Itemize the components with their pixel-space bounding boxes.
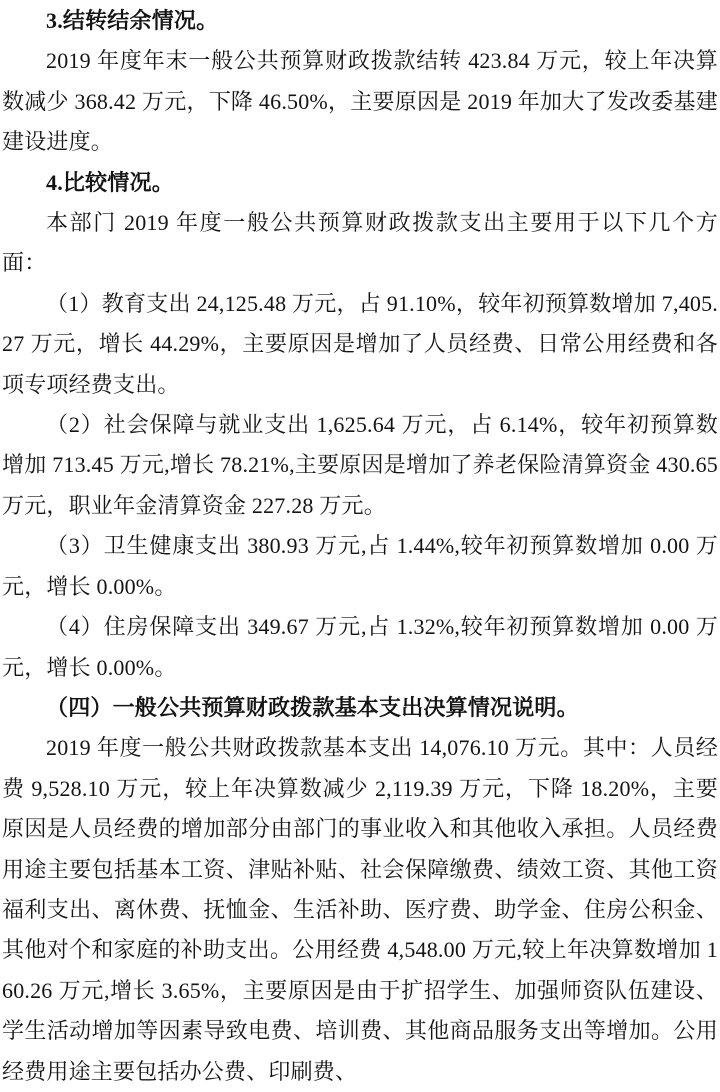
paragraph-comparison-intro: 本部门 2019 年度一般公共预算财政拨款支出主要用于以下几个方面： bbox=[2, 210, 718, 276]
heading-carryover-balance: 3.结转结余情况。 bbox=[46, 8, 219, 33]
heading-basic-expenditure-statement: （四）一般公共预算财政拨款基本支出决算情况说明。 bbox=[46, 694, 579, 720]
paragraph-housing-expenditure: （4）住房保障支出 349.67 万元,占 1.32%,较年初预算数增加 0.00 万元，增长 0.00%。 bbox=[2, 614, 718, 680]
paragraph-social-security-expenditure: （2）社会保障与就业支出 1,625.64 万元，占 6.14%，较年初预算数增加 713.45 万元,增长 78.21%,主要原因是增加了养老保险清算资金 430.65 万元，职业年金清算资金 227.28 万元。 bbox=[2, 412, 718, 518]
paragraph-health-expenditure: （3）卫生健康支出 380.93 万元,占 1.44%,较年初预算数增加 0.00 万元，增长 0.00%。 bbox=[2, 533, 718, 599]
paragraph-basic-expenditure-detail: 2019 年度一般公共财政拨款基本支出 14,076.10 万元。其中：人员经费 9,528.10 万元，较上年决算数减少 2,119.39 万元，下降 18.20%，主要原因是人员经费的增加部分由部门的事业收入和其他收入承担。人员经费用途主要包括基本工资、津贴补贴、社会保障缴费、绩效工资、其他工资福利支出、离休费、抚恤金、生活补助、医疗费、助学金、住房公积金、其他对个和家庭的补助支出。公用经费 4,548.00 万元,较上年决算数增加 160.26 万元,增长 3.65%，主要原因是由于扩招学生、加强师资队伍建设、学生活动增加等因素导致电费、培训费、其他商品服务支出等增加。公用经费用途主要包括办公费、印刷费、 bbox=[2, 735, 718, 1084]
heading-comparison: 4.比较情况。 bbox=[46, 169, 174, 195]
paragraph-carryover-detail: 2019 年度年末一般公共预算财政拨款结转 423.84 万元，较上年决算数减少 368.42 万元，下降 46.50%，主要原因是 2019 年加大了发改委基建建设进度。 bbox=[2, 48, 718, 155]
paragraph-education-expenditure: （1）教育支出 24,125.48 万元，占 91.10%，较年初预算数增加 7,405.27 万元，增长 44.29%，主要原因是增加了人员经费、日常公用经费和各项专项经费支出。 bbox=[2, 290, 718, 397]
